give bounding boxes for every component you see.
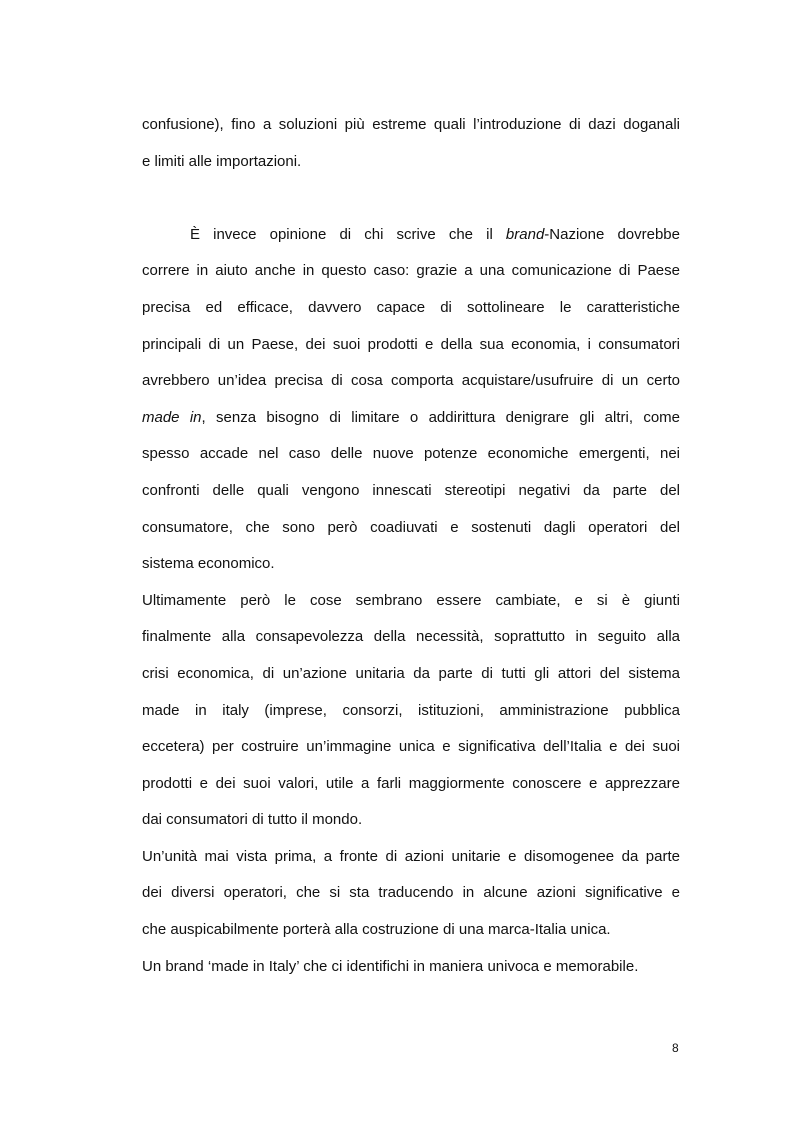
text-line: sistema economico. — [142, 555, 275, 573]
text-line: Un brand ‘made in Italy’ che ci identifichi in maniera univoca e memorabile. — [142, 957, 639, 975]
emphasis: made in — [142, 408, 202, 426]
text-line: che auspicabilmente porterà alla costruzione di una marca-Italia unica. — [142, 921, 611, 939]
text-line: prodotti e dei suoi valori, utile a farli maggiormente conoscere e apprezzare — [142, 774, 680, 792]
paragraph — [142, 839, 680, 949]
text-line: dei diversi operatori, che si sta traducendo in alcune azioni significative e — [142, 884, 680, 902]
text-line: finalmente alla consapevolezza della necessità, soprattutto in seguito alla — [142, 628, 680, 646]
text-segment: , senza bisogno di limitare o addirittura denigrare gli altri, come — [201, 408, 680, 426]
page-number: 8 — [672, 1041, 679, 1055]
text-line: spesso accade nel caso delle nuove potenze economiche emergenti, nei — [142, 445, 680, 463]
text-line: e limiti alle importazioni. — [142, 152, 302, 170]
text-line: crisi economica, di un’azione unitaria da parte di tutti gli attori del sistema — [142, 664, 680, 682]
text-line: Un’unità mai vista prima, a fronte di azioni unitarie e disomogenee da parte — [142, 847, 680, 865]
text-segment: -Nazione dovrebbe — [544, 225, 680, 243]
paragraph — [142, 949, 680, 986]
text-line: confusione), fino a soluzioni più estreme quali l’introduzione di dazi doganali — [142, 116, 680, 133]
text-line: avrebbero un’idea precisa di cosa comporta acquistare/usufruire di un certo — [142, 372, 680, 390]
paragraph — [142, 217, 680, 583]
text-line: precisa ed efficace, davvero capace di sottolineare le caratteristiche — [142, 298, 680, 316]
text-line — [142, 400, 680, 437]
paragraph — [142, 107, 680, 180]
paragraph — [142, 583, 680, 839]
emphasis: brand — [505, 225, 545, 243]
text-line: eccetera) per costruire un’immagine unica e significativa dell’Italia e dei suoi — [142, 738, 680, 756]
text-line: principali di un Paese, dei suoi prodotti e della sua economia, i consumatori — [142, 335, 680, 353]
body-text — [142, 107, 680, 985]
text-segment: È invece opinione di chi scrive che il — [190, 225, 506, 243]
text-line: dai consumatori di tutto il mondo. — [142, 811, 363, 829]
text-line: confronti delle quali vengono innescati stereotipi negativi da parte del — [142, 481, 680, 499]
text-line: Ultimamente però le cose sembrano essere cambiate, e si è giunti — [142, 591, 680, 609]
text-line — [142, 217, 680, 254]
text-line: made in italy (imprese, consorzi, istituzioni, amministrazione pubblica — [142, 701, 680, 719]
text-line: correre in aiuto anche in questo caso: grazie a una comunicazione di Paese — [142, 262, 680, 280]
text-line: consumatore, che sono però coadiuvati e sostenuti dagli operatori del — [142, 518, 680, 536]
